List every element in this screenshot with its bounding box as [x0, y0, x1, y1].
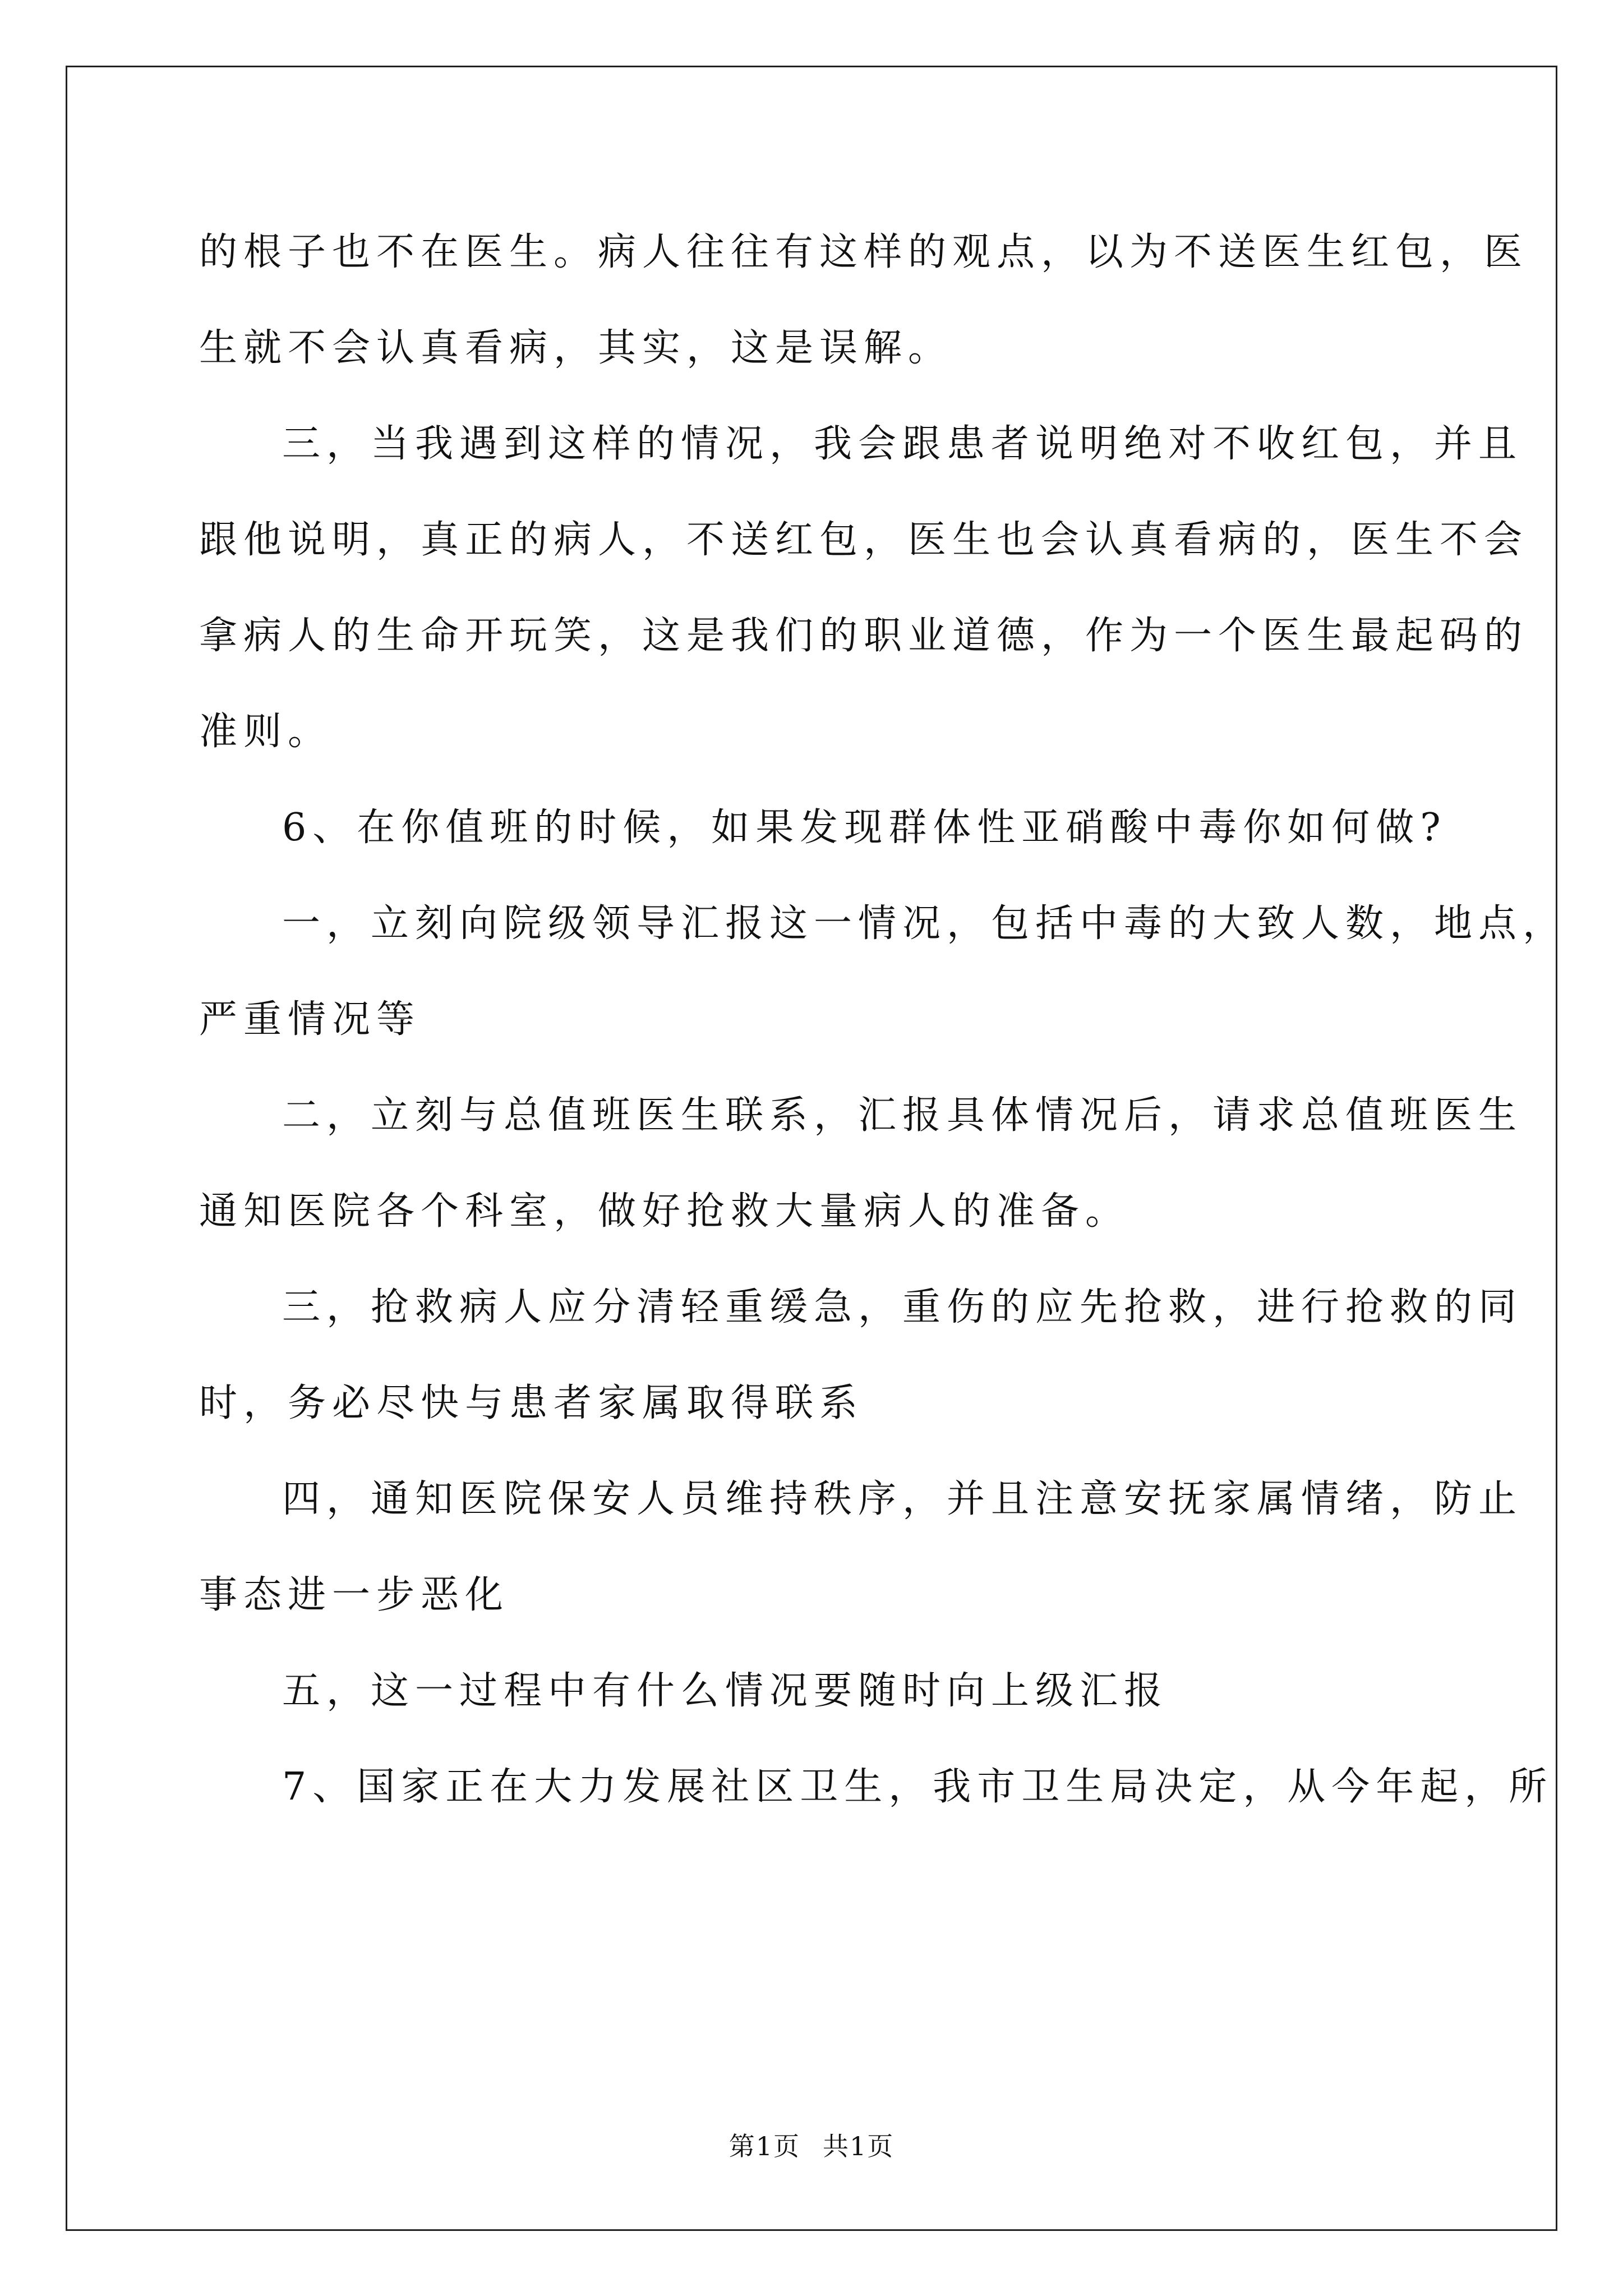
text-line: 时，务必尽快与患者家属取得联系 [199, 1381, 864, 1425]
text-line: 跟他说明，真正的病人，不送红包，医生也会认真看病的，医生不会 [199, 518, 1529, 562]
text-line: 五，这一过程中有什么情况要随时向上级汇报 [282, 1669, 1169, 1713]
text-line: 一，立刻向院级领导汇报这一情况，包括中毒的大致人数，地点， [282, 901, 1567, 946]
text-line: 生就不会认真看病，其实，这是误解。 [199, 326, 953, 370]
question-heading: 6、在你值班的时候，如果发现群体性亚硝酸中毒你如何做? [282, 806, 1447, 850]
page-total: 共1页 [823, 2131, 895, 2161]
page-footer [0, 2126, 1623, 2163]
text-line: 四，通知医院保安人员维持秩序，并且注意安抚家属情绪，防止 [282, 1477, 1523, 1521]
question-heading: 7、国家正在大力发展社区卫生，我市卫生局决定，从今年起，所 [282, 1765, 1553, 1809]
text-line: 准则。 [199, 710, 333, 754]
text-line: 事态进一步恶化 [199, 1573, 510, 1617]
document-body [199, 216, 1567, 1847]
page-number: 第1页 [728, 2131, 800, 2161]
text-line: 三，当我遇到这样的情况，我会跟患者说明绝对不收红包，并且 [282, 422, 1523, 466]
text-line: 的根子也不在医生。病人往往有这样的观点，以为不送医生红包，医 [199, 230, 1529, 274]
text-line: 通知医院各个科室，做好抢救大量病人的准备。 [199, 1189, 1130, 1234]
text-line: 三，抢救病人应分清轻重缓急，重伤的应先抢救，进行抢救的同 [282, 1285, 1523, 1329]
text-line: 拿病人的生命开玩笑，这是我们的职业道德，作为一个医生最起码的 [199, 614, 1529, 658]
text-line: 严重情况等 [199, 997, 421, 1042]
text-line: 二，立刻与总值班医生联系，汇报具体情况后，请求总值班医生 [282, 1093, 1523, 1138]
